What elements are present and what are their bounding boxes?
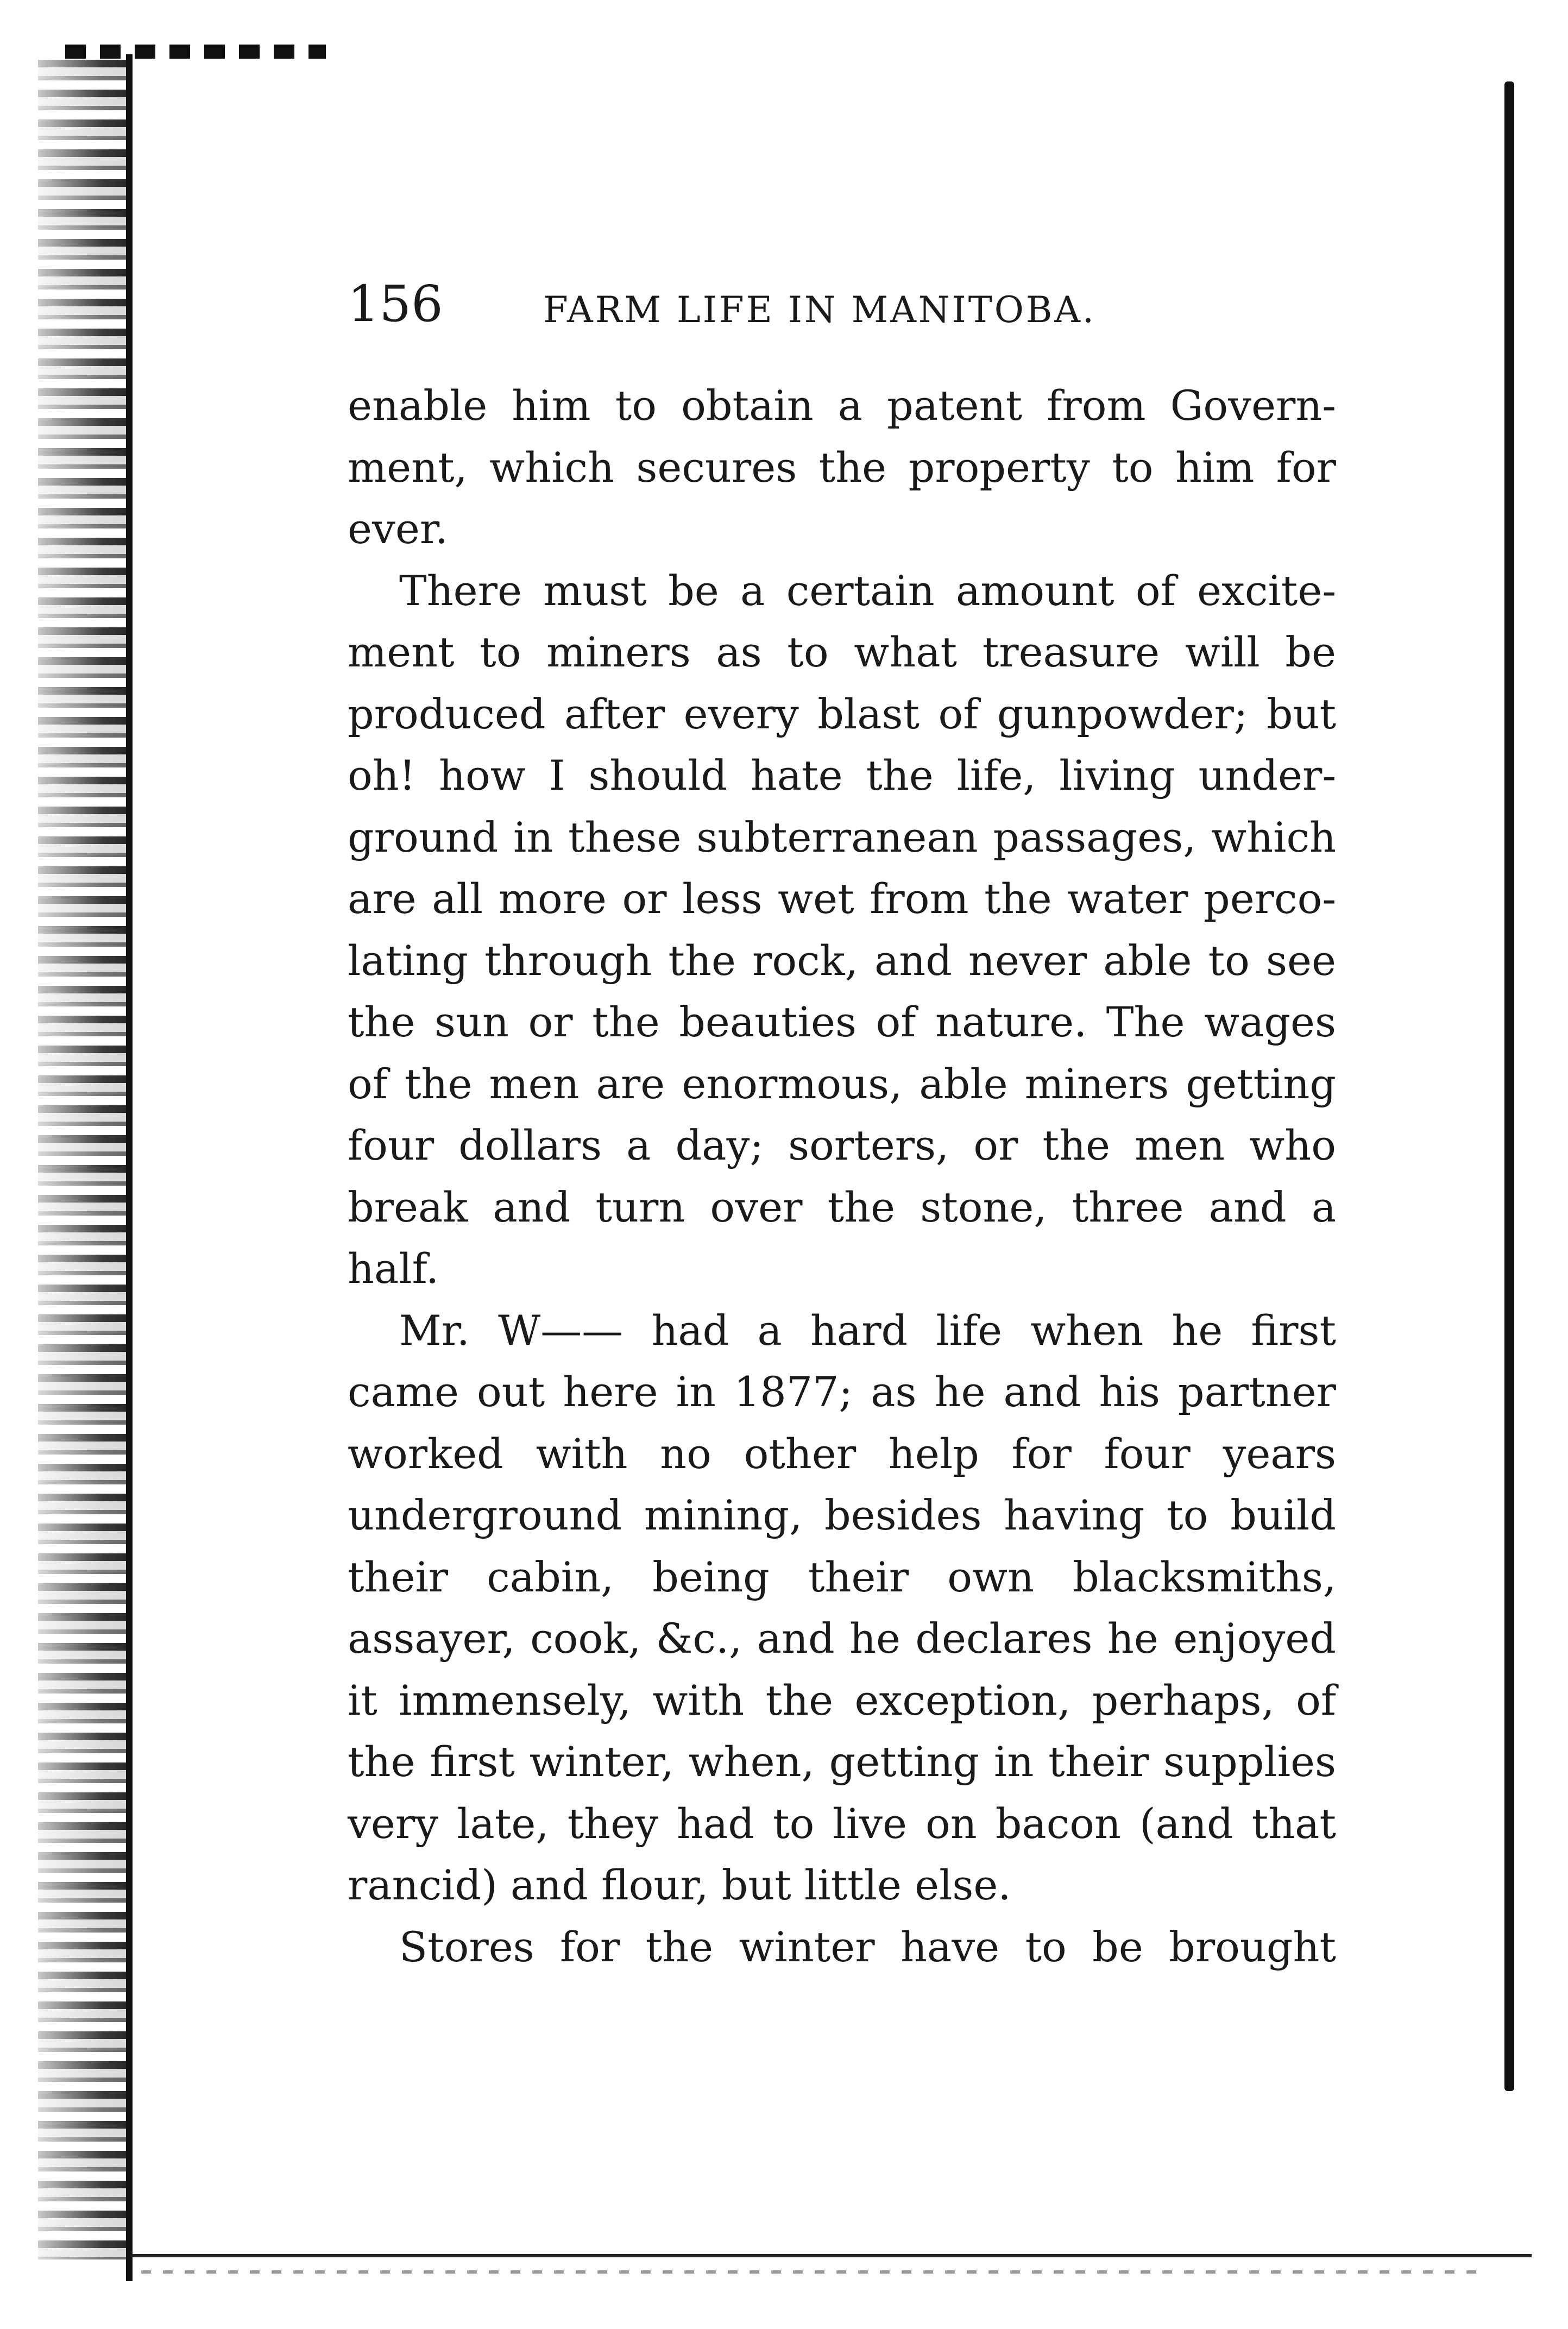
text-line: came out here in 1877; as he and his partner xyxy=(348,1368,1336,1416)
text-line: the sun or the beauties of nature. The wages xyxy=(348,998,1336,1046)
text-line: worked with no other help for four years xyxy=(348,1429,1336,1478)
text-line: ground in these subterranean passages, which xyxy=(348,813,1336,861)
scan-edge-left-line xyxy=(126,54,133,2281)
text-line: produced after every blast of gunpowder; but xyxy=(348,689,1336,738)
text-line: Mr. W—— had a hard life when he first xyxy=(399,1306,1336,1355)
text-line: ever. xyxy=(348,505,449,553)
running-head: FARM LIFE IN MANITOBA. xyxy=(543,289,1096,331)
text-line: ment to miners as to what treasure will be xyxy=(348,628,1336,676)
text-line: lating through the rock, and never able to see xyxy=(348,936,1336,985)
scan-edge-bottom-marks xyxy=(141,2270,1488,2274)
text-line: the first winter, when, getting in their supplies xyxy=(348,1738,1336,1786)
text-line: are all more or less wet from the water perco- xyxy=(348,874,1336,923)
page-number: 156 xyxy=(348,275,443,333)
text-line: half. xyxy=(348,1244,439,1293)
text-line: rancid) and flour, but little else. xyxy=(348,1861,1011,1909)
body-text xyxy=(348,375,1336,1978)
text-line: enable him to obtain a patent from Govern- xyxy=(348,381,1336,430)
text-line: Stores for the winter have to be brought xyxy=(399,1922,1336,1971)
scan-edge-left xyxy=(38,60,130,2259)
text-line: oh! how I should hate the life, living under- xyxy=(348,751,1336,800)
page-header xyxy=(348,274,1162,334)
text-line: it immensely, with the exception, perhaps, of xyxy=(348,1676,1336,1724)
text-line: ment, which secures the property to him for xyxy=(348,443,1336,492)
text-line: of the men are enormous, able miners getting xyxy=(348,1059,1336,1108)
scan-edge-right-line xyxy=(1504,81,1514,2091)
text-line: break and turn over the stone, three and a xyxy=(348,1182,1336,1231)
text-line: assayer, cook, &c., and he declares he enjoyed xyxy=(348,1614,1336,1663)
scan-edge-bottom-line xyxy=(130,2254,1532,2257)
text-line: very late, they had to live on bacon (and that xyxy=(348,1799,1336,1848)
text-line: their cabin, being their own blacksmiths, xyxy=(348,1552,1336,1601)
text-line: underground mining, besides having to build xyxy=(348,1491,1336,1539)
text-line: four dollars a day; sorters, or the men who xyxy=(348,1121,1336,1169)
text-line: There must be a certain amount of excite- xyxy=(399,566,1336,615)
scan-edge-top-marks xyxy=(65,45,326,59)
